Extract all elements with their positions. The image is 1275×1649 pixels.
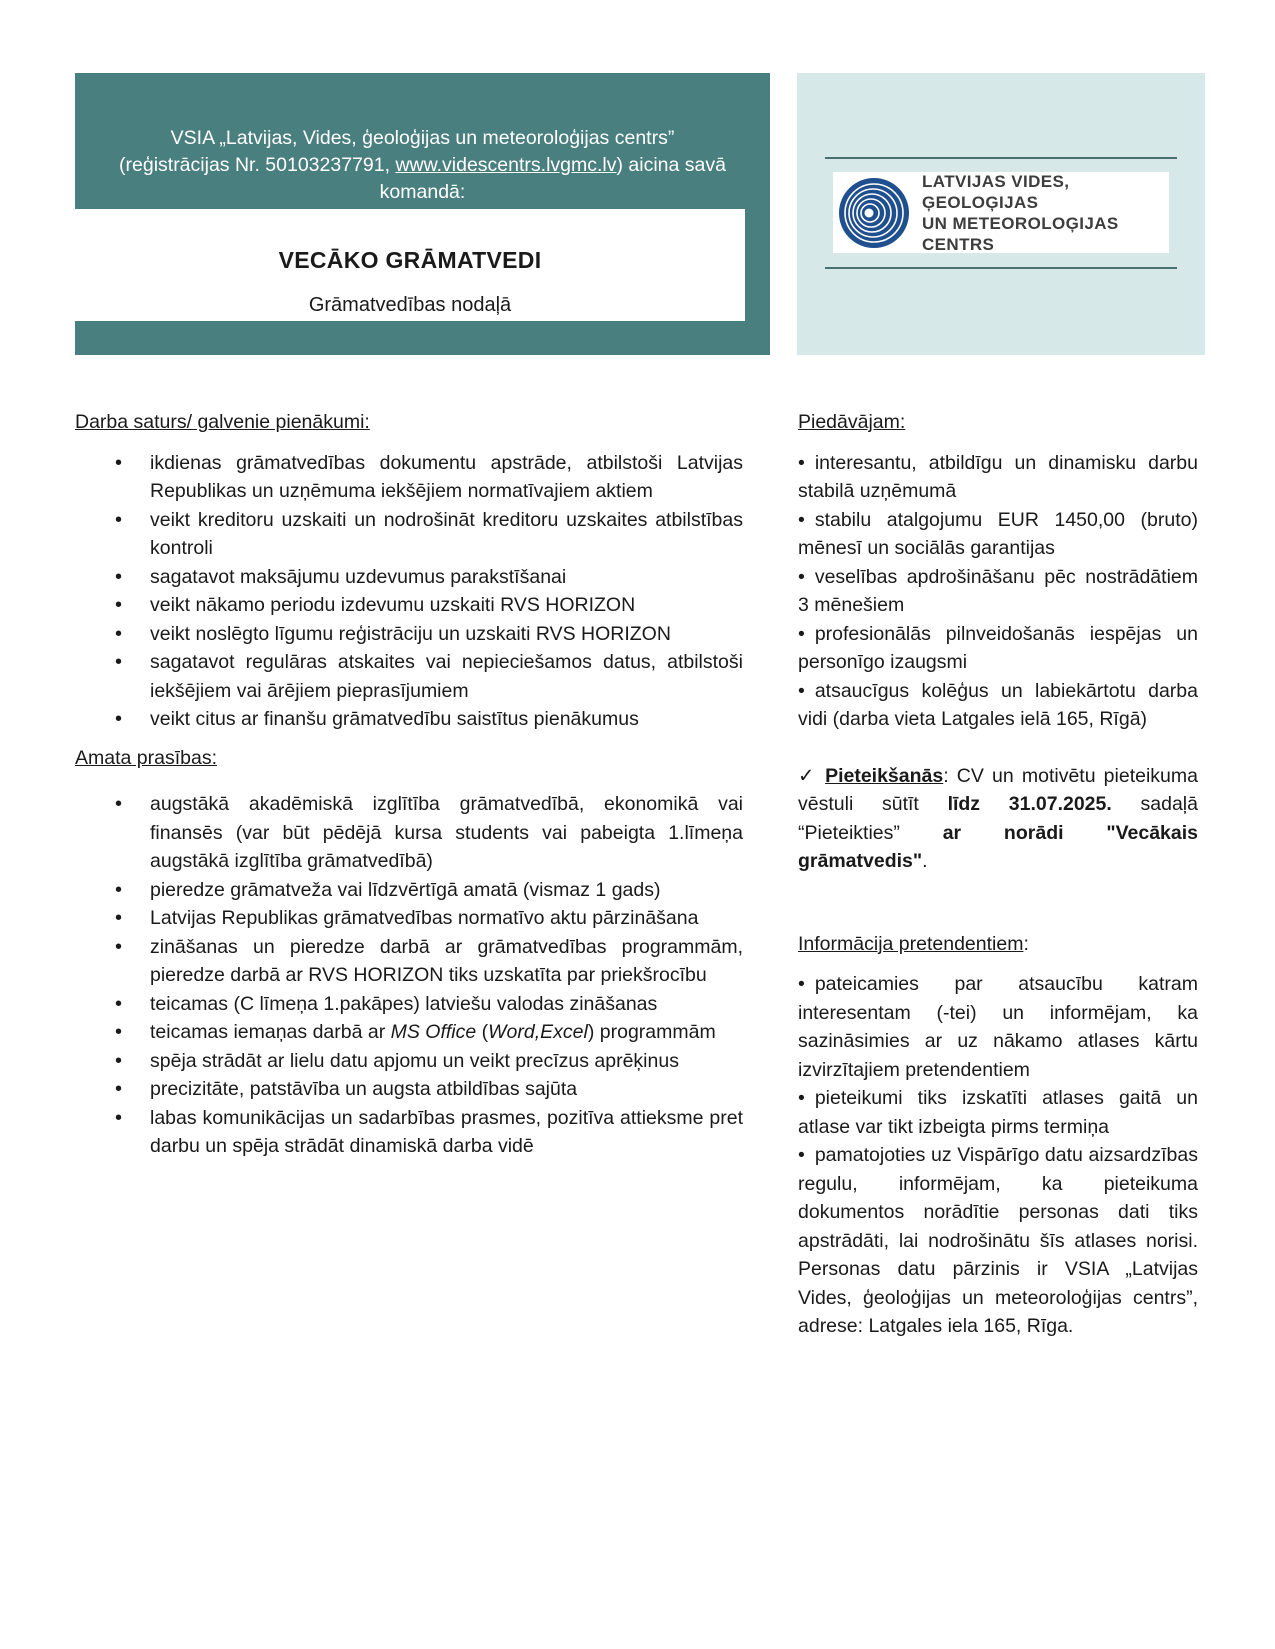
office-req-prefix: teicamas iemaņas darbā ar (150, 1021, 391, 1043)
office-req-ms-office: MS Office (390, 1021, 477, 1043)
company-logo (833, 172, 1169, 253)
bullet-icon: • (798, 508, 805, 531)
office-req-apps: Word,Excel (488, 1021, 588, 1043)
duties-heading: Darba saturs/ galvenie pienākumi: (75, 411, 370, 433)
info-heading (798, 930, 1198, 959)
offer-text: veselības apdrošināšanu pēc nostrādātiem 3 mēnešiem (798, 565, 1198, 616)
list-item: • pieredze grāmatveža vai līdzvērtīgā amatā (vismaz 1 gads) (75, 876, 743, 905)
intro-line-1: VSIA „Latvijas, Vides, ģeoloģijas un meteoroloģijas centrs” (170, 127, 675, 149)
list-item (798, 1084, 1198, 1141)
duties-list (75, 449, 743, 734)
intro-reg-number: (reģistrācijas Nr. 50103237791, (119, 154, 396, 176)
list-item (798, 563, 1198, 620)
bullet-icon: • (798, 622, 805, 645)
concentric-circles-logo-icon (838, 177, 910, 249)
list-item: • labas komunikācijas un sadarbības prasmes, pozitīva attieksme pret darbu un spēja strādāt dinamiskā darba vidē (75, 1104, 743, 1161)
department: Grāmatvedības nodaļā (308, 294, 512, 316)
apply-note: ar norādi "Vecākais grāmatvedis" (798, 821, 1198, 872)
office-req-paren: ( (476, 1021, 489, 1043)
website-link[interactable]: www.videscentrs.lvgmc.lv (395, 154, 617, 176)
checkmark-icon: ✓ (798, 764, 818, 787)
office-req-suffix: ) programmām (587, 1021, 716, 1043)
bullet-icon: • (798, 679, 805, 702)
right-column (798, 408, 1198, 1341)
list-item: • teicamas (C līmeņa 1.pakāpes) latviešu valodas zināšanas (75, 990, 743, 1019)
offer-text: profesionālās pilnveidošanās iespējas un personīgo izaugsmi (798, 622, 1198, 673)
intro-text (75, 125, 770, 206)
offer-heading: Piedāvājam: (798, 411, 906, 433)
bullet-icon: • (798, 1087, 805, 1109)
offer-text: interesantu, atbildīgu un dinamisku darbu stabilā uzņēmumā (798, 451, 1198, 502)
list-item (798, 677, 1198, 734)
list-item (798, 1141, 1198, 1341)
offer-list (798, 449, 1198, 734)
list-item: • veikt citus ar finanšu grāmatvedību saistītus pienākumus (75, 705, 743, 734)
info-heading-text: Informācija pretendentiem (798, 932, 1024, 955)
list-item (798, 506, 1198, 563)
info-list (798, 970, 1198, 1341)
apply-text: : CV un motivētu pieteikuma vēstuli sūtīt (798, 764, 1198, 815)
requirements-list (75, 790, 743, 1161)
list-item: • Latvijas Republikas grāmatvedības normatīvo aktu pārzināšana (75, 904, 743, 933)
application-instructions (798, 762, 1198, 876)
bullet-icon: • (798, 973, 805, 995)
list-item: • veikt kreditoru uzskaiti un nodrošināt kreditoru uzskaites atbilstības kontroli (75, 506, 743, 563)
logo-line-1: LATVIJAS VIDES, ĢEOLOĢIJAS (922, 171, 1070, 212)
divider-top (825, 157, 1177, 159)
list-item: • veikt noslēgto līgumu reģistrāciju un uzskaiti RVS HORIZON (75, 620, 743, 649)
list-item: • precizitāte, patstāvība un augsta atbildības sajūta (75, 1075, 743, 1104)
info-text: pieteikumi tiks izskatīti atlases gaitā un atlase var tikt izbeigta pirms termiņa (798, 1087, 1198, 1138)
apply-section: sadaļā “Pieteikties” (798, 793, 1198, 844)
list-item: • sagatavot regulāras atskaites vai nepieciešamos datus, atbilstoši iekšējiem vai ārējiem pieprasījumiem (75, 648, 743, 705)
apply-deadline: līdz 31.07.2025. (947, 793, 1112, 815)
info-text: pamatojoties uz Vispārīgo datu aizsardzības regulu, informējam, ka pieteikuma dokumentos norādītie personas dati tiks apstrādāti, lai nodrošinātu šīs atlases norisi. Personas datu pārzinis ir VSIA „Latvijas Vides, ģeoloģijas un meteoroloģijas centrs”, adrese: Latgales iela 165, Rīga. (798, 1144, 1198, 1337)
bullet-icon: • (798, 451, 805, 474)
list-item: • augstākā akadēmiskā izglītība grāmatvedībā, ekonomikā vai finansēs (var būt pēdējā kursa students vai pabeigta 1.līmeņa augstākā izglītība grāmatvedībā) (75, 790, 743, 876)
intro-line-2 (75, 152, 770, 179)
header-banner (75, 73, 770, 355)
logo-panel (797, 73, 1205, 355)
intro-invite: ) aicina savā (616, 154, 726, 176)
logo-line-2: UN METEOROLOĢIJAS CENTRS (922, 213, 1119, 254)
bullet-icon: • (798, 1144, 805, 1166)
list-item: • veikt nākamo periodu izdevumu uzskaiti RVS HORIZON (75, 591, 743, 620)
title-box (75, 209, 745, 321)
offer-text: atsaucīgus kolēģus un labiekārtotu darba vidi (darba vieta Latgales ielā 165, Rīgā) (798, 679, 1198, 730)
bullet-icon: • (798, 565, 805, 588)
apply-label: Pieteikšanās (825, 764, 944, 787)
requirements-heading: Amata prasības: (75, 746, 217, 769)
apply-end: . (922, 850, 928, 872)
list-item (75, 1018, 743, 1047)
divider-bottom (825, 267, 1177, 269)
info-text: pateicamies par atsaucību katram interesentam (-tei) un informējam, ka sazināsimies ar uz nākamo atlases kārtu izvirzītajiem pretendentiem (798, 973, 1198, 1081)
info-heading-colon: : (1023, 932, 1029, 955)
list-item (798, 449, 1198, 506)
logo-wordmark (922, 171, 1169, 255)
job-title: VECĀKO GRĀMATVEDI (278, 247, 542, 273)
list-item: • zināšanas un pieredze darbā ar grāmatvedības programmām, pieredze darbā ar RVS HORIZON tiks uzskatīta par priekšrocību (75, 933, 743, 990)
offer-text: stabilu atalgojumu EUR 1450,00 (bruto) mēnesī un sociālās garantijas (798, 508, 1198, 559)
list-item: • sagatavot maksājumu uzdevumus parakstīšanai (75, 563, 743, 592)
left-column (75, 408, 743, 1171)
list-item: • ikdienas grāmatvedības dokumentu apstrāde, atbilstoši Latvijas Republikas un uzņēmuma iekšējiem normatīvajiem aktiem (75, 449, 743, 506)
list-item: • spēja strādāt ar lielu datu apjomu un veikt precīzus aprēķinus (75, 1047, 743, 1076)
intro-line-3: komandā: (379, 181, 466, 203)
list-item (798, 620, 1198, 677)
list-item (798, 970, 1198, 1084)
